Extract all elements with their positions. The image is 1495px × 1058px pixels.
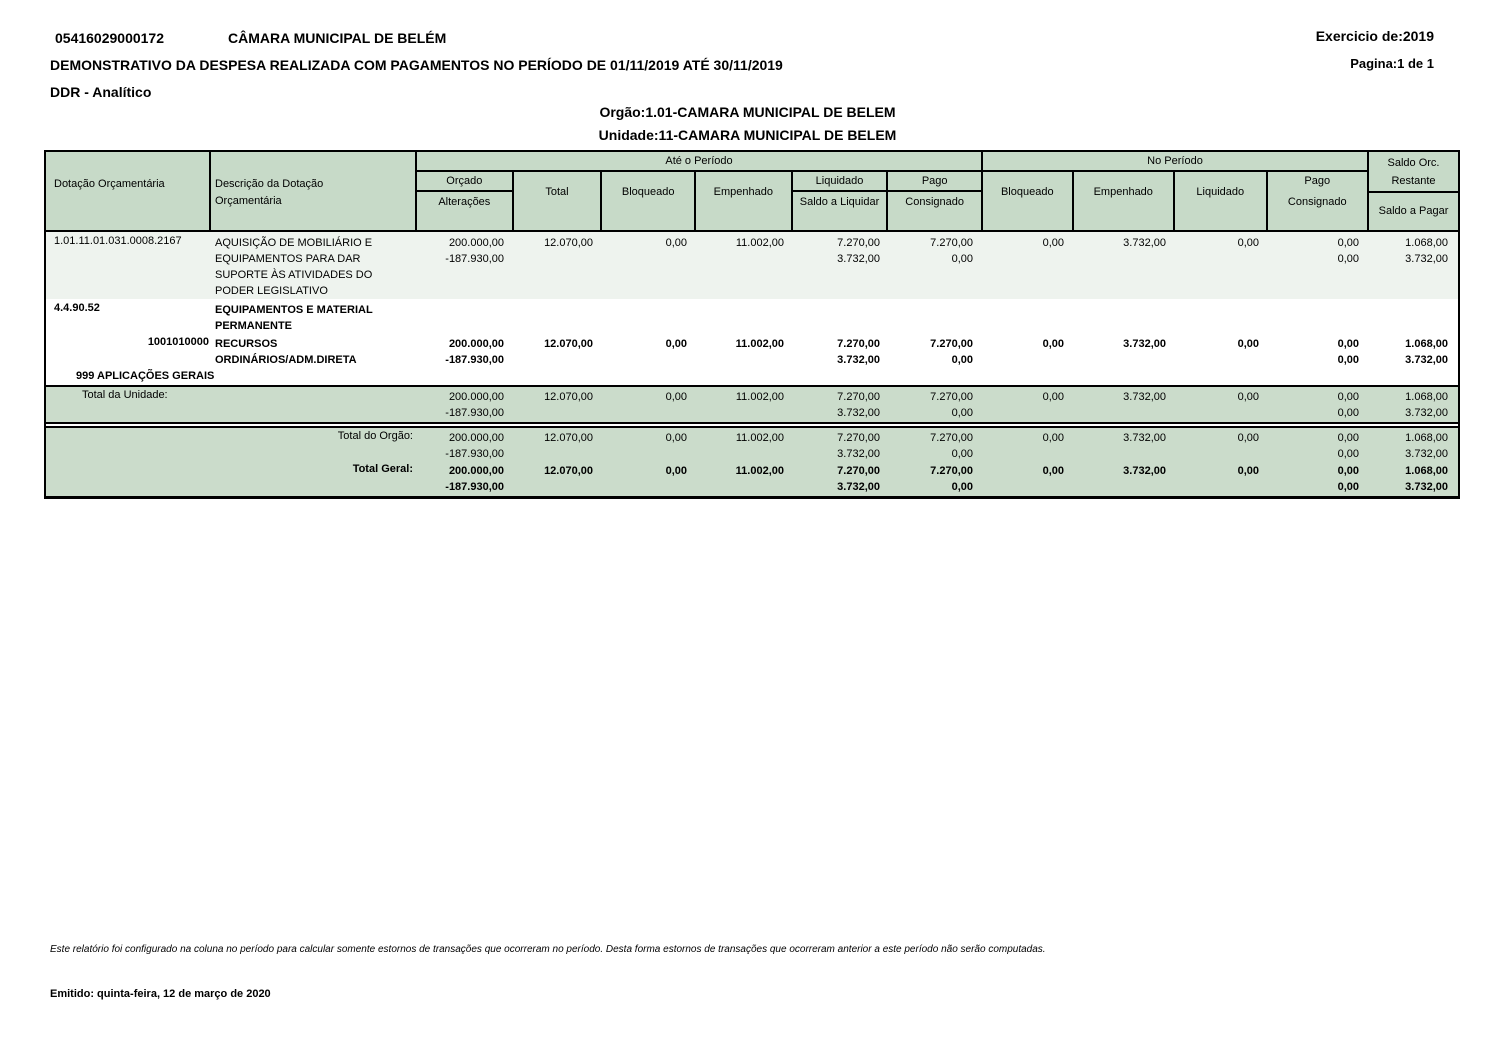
num-cell-liquidado [794,430,890,463]
col-header-alteracoes: Alterações [438,196,491,208]
value-line [983,479,1064,495]
application-row: 999 APLICAÇÕES GERAIS [76,370,215,382]
value-line: 0,00 [1337,481,1359,493]
value-line: 0,00 [951,448,973,460]
value-line [697,352,784,368]
expense-table [44,150,1460,499]
col-header-saldo-orc: Saldo Orc. [1387,157,1440,169]
value-line [697,251,784,267]
num-cell-np-bloqueado [983,235,1074,299]
value-line [697,405,784,421]
value-line [603,405,687,421]
value-line: 12.070,00 [544,338,593,350]
num-cell-np-pago [1269,463,1369,496]
num-cell-np-liquidado [1176,389,1269,422]
value-line: 7.270,00 [837,432,880,444]
value-line [603,446,687,462]
dotacao-description [211,235,417,299]
value-line [983,251,1064,267]
num-cell-orcado [417,235,514,299]
group-ate-o-periodo [417,152,983,230]
value-line: 0,00 [1237,338,1259,350]
num-cell-total [514,430,603,463]
value-line [983,352,1064,368]
value-line: 200.000,00 [448,391,504,403]
description-line: PERMANENTE [215,320,293,332]
subheaders-ate-o-periodo [417,172,981,232]
value-line [1176,405,1259,421]
value-line: 3.732,00 [1405,448,1448,460]
value-line [1176,446,1259,462]
num-cell-liquidado [794,336,890,368]
value-line: 200.000,00 [448,237,504,249]
num-cell-pago [890,336,983,368]
value-line: 3.732,00 [1405,407,1448,419]
col-header-empenhado: Empenhado [696,172,793,232]
value-line [697,479,784,495]
value-line: 1.068,00 [1405,465,1448,477]
num-cell-orcado [417,463,514,496]
value-line: 0,00 [1337,237,1359,249]
value-line: -187.930,00 [445,253,504,265]
value-line: 7.270,00 [930,432,973,444]
num-cell-pago [890,235,983,299]
total-geral-row [46,463,1458,496]
col-header-bloqueado: Bloqueado [602,172,696,232]
value-line: 1.068,00 [1405,391,1448,403]
num-cell-bloqueado [603,463,697,496]
value-line: 3.732,00 [1405,481,1448,493]
value-line [514,405,593,421]
value-line: 0,00 [1042,237,1064,249]
description-line: EQUIPAMENTOS E MATERIAL [215,304,373,316]
total-unidade-row [46,389,1458,422]
value-line: 0,00 [1337,448,1359,460]
col-header-saldo-orc-restante [1369,152,1458,193]
col-header-consignado: Consignado [905,196,965,208]
num-cell-np-bloqueado [983,463,1074,496]
value-line: 12.070,00 [544,465,593,477]
num-cell-total [514,235,603,299]
value-line: 1.068,00 [1405,237,1448,249]
col-header-orcado: Orçado [417,172,512,192]
value-line [514,251,593,267]
num-cell-saldo [1369,430,1458,463]
description-line: ORDINÁRIOS/ADM.DIRETA [215,354,357,366]
col-header-np-empenhado: Empenhado [1074,172,1175,232]
value-line: 3.732,00 [1123,338,1166,350]
col-header-np-consignado: Consignado [1287,196,1347,208]
num-cell-bloqueado [603,235,697,299]
value-line [1074,251,1166,267]
col-header-saldo [1369,152,1458,230]
col-header-descricao [211,152,417,230]
value-line: 0,00 [1237,391,1259,403]
num-cell-np-empenhado [1074,336,1176,368]
value-line [1074,352,1166,368]
value-line [983,446,1064,462]
num-cell-bloqueado [603,336,697,368]
num-cell-np-bloqueado [983,389,1074,422]
value-line: 0,00 [665,237,687,249]
value-line: 7.270,00 [930,237,973,249]
value-line: 3.732,00 [1123,432,1166,444]
value-line [1176,251,1259,267]
value-line: 0,00 [1042,338,1064,350]
total-unidade-label: Total da Unidade: [82,389,168,401]
value-line: 200.000,00 [448,338,504,350]
value-line [603,251,687,267]
dotacao-code: 1.01.11.01.031.0008.2167 [54,235,182,247]
value-line: 0,00 [1337,465,1359,477]
total-geral-label: Total Geral: [352,463,413,475]
emitted-date: Emitido: quinta-feira, 12 de março de 2020 [50,988,271,1000]
description-line: PODER LEGISLATIVO [215,285,328,297]
num-cell-np-empenhado [1074,463,1176,496]
config-note: Este relatório foi configurado na coluna no período para calcular somente estornos de transações que ocorreram no período. Desta forma estornos de transações que ocorreram anterior a este período não serão computadas. [50,944,1046,955]
value-line: 7.270,00 [837,237,880,249]
total-unidade-box [46,385,1458,424]
value-line [514,446,593,462]
num-cell-np-liquidado [1176,430,1269,463]
element-code: 4.4.90.52 [54,302,100,314]
group-title-ate-o-periodo: Até o Período [417,152,981,172]
value-line: 3.732,00 [1405,253,1448,265]
value-line: 1.068,00 [1405,432,1448,444]
value-line: 0,00 [1337,354,1359,366]
col-header-liquidado-saldo [793,172,889,232]
value-line: 3.732,00 [837,481,880,493]
unidade-line: Unidade:11-CAMARA MUNICIPAL DE BELEM [598,127,897,143]
num-cell-np-empenhado [1074,430,1176,463]
source-description [211,336,417,368]
num-cell-np-pago [1269,430,1369,463]
doc-number: 05416029000172 [55,30,165,46]
num-cell-empenhado [697,389,794,422]
report-title: DEMONSTRATIVO DA DESPESA REALIZADA COM PAGAMENTOS NO PERÍODO DE 01/11/2019 ATÉ 30/11/2019 [50,57,783,73]
value-line [1176,479,1259,495]
group-no-periodo [983,152,1369,230]
exercise-label: Exercicio de:2019 [1315,28,1434,44]
value-line [603,479,687,495]
value-line: 0,00 [1237,432,1259,444]
value-line: 0,00 [665,465,687,477]
value-line: 0,00 [1337,432,1359,444]
col-header-pago: Pago [888,172,981,192]
num-cell-total [514,336,603,368]
num-cell-np-liquidado [1176,235,1269,299]
num-cell-np-pago [1269,389,1369,422]
element-row [46,299,1458,334]
num-cell-liquidado [794,389,890,422]
value-line: 7.270,00 [930,338,973,350]
source-code: 1001010000 [147,336,209,348]
num-cell-empenhado [697,463,794,496]
num-cell-saldo [1369,235,1458,299]
col-header-restante: Restante [1391,175,1436,187]
element-description [211,302,417,334]
col-header-descricao-line1: Descrição da Dotação [215,178,324,190]
value-line: 0,00 [1337,407,1359,419]
value-line: 0,00 [1042,465,1064,477]
group-title-no-periodo: No Período [983,152,1367,172]
entity-name: CÂMARA MUNICIPAL DE BELÉM [228,30,447,46]
value-line: 11.002,00 [735,432,784,444]
num-cell-liquidado [794,235,890,299]
num-cell-np-pago [1269,336,1369,368]
description-line: SUPORTE ÀS ATIVIDADES DO [215,269,373,281]
num-cell-empenhado [697,336,794,368]
value-line [983,405,1064,421]
value-line: -187.930,00 [445,448,504,460]
col-header-np-pago-consignado [1268,172,1367,232]
description-line: AQUISIÇÃO DE MOBILIÁRIO E [215,237,373,249]
num-cell-liquidado [794,463,890,496]
num-cell-orcado [417,430,514,463]
value-line: 3.732,00 [1123,465,1166,477]
value-line: 0,00 [1042,391,1064,403]
num-cell-np-empenhado [1074,389,1176,422]
value-line: 7.270,00 [930,391,973,403]
value-line: 0,00 [1237,465,1259,477]
col-header-liquidado: Liquidado [793,172,887,192]
col-header-descricao-line2: Orçamentária [215,195,282,207]
value-line: -187.930,00 [445,354,504,366]
value-line [1074,405,1166,421]
value-line: 11.002,00 [735,465,784,477]
value-line: 7.270,00 [837,338,880,350]
col-header-pago-consignado [888,172,981,232]
page-number: Pagina:1 de 1 [1350,56,1434,71]
value-line: 3.732,00 [1123,237,1166,249]
value-line [603,352,687,368]
value-line [514,352,593,368]
num-cell-np-bloqueado [983,336,1074,368]
table-header [46,152,1458,232]
value-line: 0,00 [951,354,973,366]
col-header-total: Total [514,172,603,232]
source-row [46,334,1458,368]
value-line: 1.068,00 [1405,338,1448,350]
num-cell-pago [890,463,983,496]
value-line: 7.270,00 [837,465,880,477]
num-cell-pago [890,430,983,463]
value-line: 3.732,00 [837,407,880,419]
num-cell-empenhado [697,430,794,463]
subheaders-no-periodo [983,172,1367,232]
col-header-saldo-a-liquidar: Saldo a Liquidar [799,196,880,208]
value-line [1176,352,1259,368]
num-cell-saldo [1369,389,1458,422]
num-cell-total [514,463,603,496]
description-line: EQUIPAMENTOS PARA DAR [215,253,361,265]
num-cell-np-empenhado [1074,235,1176,299]
num-cell-saldo [1369,336,1458,368]
num-cell-bloqueado [603,389,697,422]
value-line: 0,00 [1237,237,1259,249]
value-line [1074,446,1166,462]
value-line: 11.002,00 [735,391,784,403]
value-line: 3.732,00 [1123,391,1166,403]
value-line: 12.070,00 [544,432,593,444]
num-cell-empenhado [697,235,794,299]
value-line: 0,00 [951,253,973,265]
num-cell-np-liquidado [1176,336,1269,368]
col-header-orcado-alteracoes [417,172,514,232]
col-header-np-pago: Pago [1304,175,1331,187]
value-line: 0,00 [1337,338,1359,350]
col-header-np-bloqueado: Bloqueado [983,172,1074,232]
value-line: 7.270,00 [837,391,880,403]
report-type: DDR - Analítico [50,84,152,100]
value-line: 0,00 [1337,391,1359,403]
num-cell-np-pago [1269,235,1369,299]
value-line: 200.000,00 [448,432,504,444]
value-line: 0,00 [1042,432,1064,444]
col-header-np-liquidado: Liquidado [1175,172,1268,232]
total-orgao-row [46,430,1458,463]
value-line: -187.930,00 [445,407,504,419]
value-line: 0,00 [665,338,687,350]
value-line: 0,00 [951,481,973,493]
value-line: 0,00 [665,391,687,403]
detail-row [46,232,1458,299]
num-cell-orcado [417,389,514,422]
value-line: 11.002,00 [735,237,784,249]
value-line: -187.930,00 [445,481,504,493]
description-line: RECURSOS [215,338,278,350]
value-line: 3.732,00 [837,253,880,265]
col-header-saldo-a-pagar: Saldo a Pagar [1378,205,1449,217]
col-header-dotacao: Dotação Orçamentária [46,152,211,230]
num-cell-saldo [1369,463,1458,496]
value-line: 12.070,00 [544,391,593,403]
value-line: 12.070,00 [544,237,593,249]
total-orgao-geral-box [46,426,1458,496]
value-line: 0,00 [951,407,973,419]
num-cell-np-bloqueado [983,430,1074,463]
num-cell-pago [890,389,983,422]
value-line [514,479,593,495]
value-line [697,446,784,462]
num-cell-bloqueado [603,430,697,463]
value-line: 3.732,00 [1405,354,1448,366]
num-cell-total [514,389,603,422]
orgao-line: Orgão:1.01-CAMARA MUNICIPAL DE BELEM [599,104,896,120]
num-cell-np-liquidado [1176,463,1269,496]
value-line: 0,00 [665,432,687,444]
num-cell-orcado [417,336,514,368]
value-line: 11.002,00 [735,338,784,350]
value-line: 0,00 [1337,253,1359,265]
value-line: 200.000,00 [448,465,504,477]
value-line: 7.270,00 [930,465,973,477]
value-line [1074,479,1166,495]
value-line: 3.732,00 [837,354,880,366]
value-line: 3.732,00 [837,448,880,460]
total-orgao-label: Total do Orgão: [337,430,413,442]
